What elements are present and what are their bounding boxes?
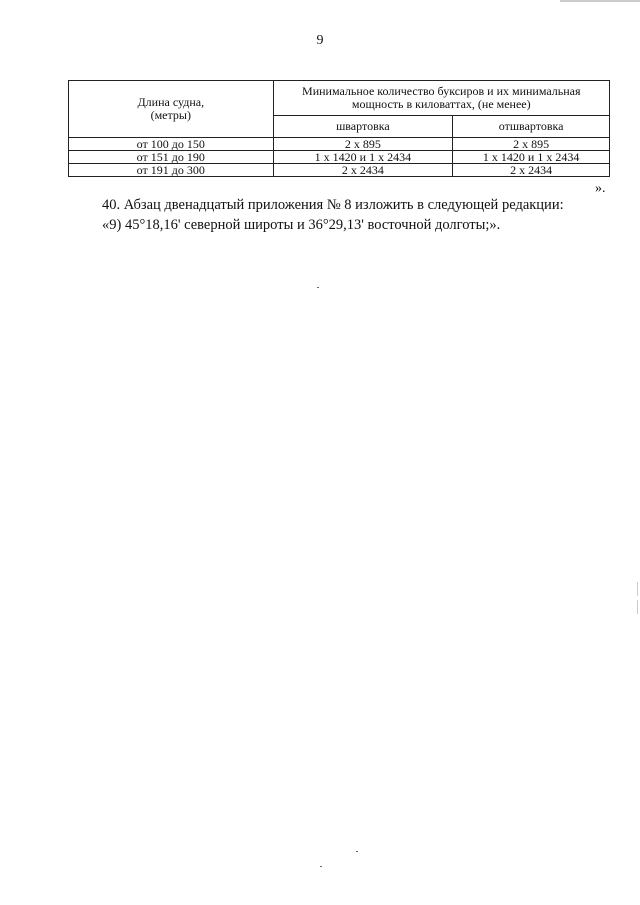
table-header-row	[69, 81, 610, 116]
cell-mooring: 1 х 1420 и 1 х 2434	[273, 151, 453, 164]
cell-mooring: 2 х 895	[273, 138, 453, 151]
header-min-tugs-line1: Минимальное количество буксиров и их минимальная	[302, 84, 581, 99]
scan-edge-mark	[637, 582, 638, 596]
cell-mooring: 2 х 2434	[273, 164, 453, 177]
header-vessel-length	[69, 81, 274, 138]
scan-edge-line	[560, 0, 640, 2]
scan-speck	[320, 866, 322, 867]
closing-quote: ».	[595, 181, 606, 196]
page-number: 9	[316, 33, 324, 48]
header-vessel-length-line2: (метры)	[150, 108, 191, 122]
header-mooring: швартовка	[273, 116, 453, 138]
header-vessel-length-line1: Длина судна,	[137, 95, 205, 109]
cell-length: от 100 до 150	[69, 138, 274, 151]
amendment-paragraph-line2: «9) 45°18,16' северной широты и 36°29,13' восточной долготы;».	[102, 217, 501, 233]
cell-unmooring: 1 х 1420 и 1 х 2434	[453, 151, 610, 164]
scan-speck	[356, 851, 358, 852]
cell-unmooring: 2 х 895	[453, 138, 610, 151]
tug-requirements-table	[68, 80, 610, 177]
cell-length: от 151 до 190	[69, 151, 274, 164]
table-row	[69, 164, 610, 177]
header-unmooring: отшвартовка	[453, 116, 610, 138]
table-row	[69, 151, 610, 164]
table-row	[69, 138, 610, 151]
header-min-tugs	[273, 81, 609, 116]
cell-length: от 191 до 300	[69, 164, 274, 177]
scan-speck	[317, 287, 319, 288]
amendment-paragraph-line1: 40. Абзац двенадцатый приложения № 8 изложить в следующей редакции:	[102, 197, 564, 213]
cell-unmooring: 2 х 2434	[453, 164, 610, 177]
header-min-tugs-line2: мощность в киловаттах, (не менее)	[351, 97, 531, 112]
scan-edge-mark	[637, 600, 638, 614]
